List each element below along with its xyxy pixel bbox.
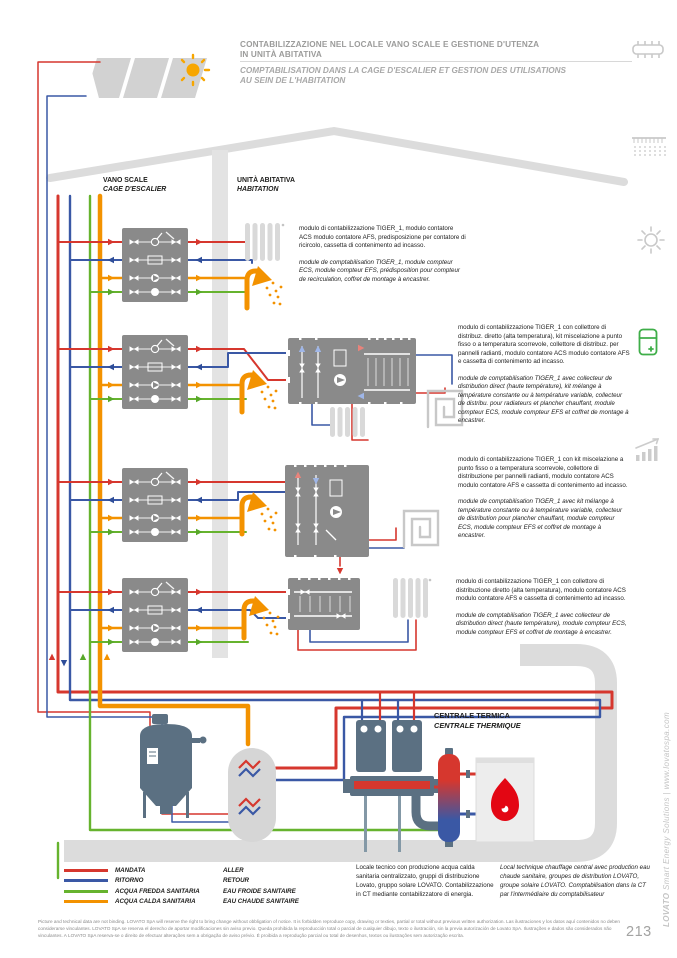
hydraulic-separator (438, 748, 478, 847)
stairwell-divider-wall (212, 150, 228, 658)
note-floor-2: modulo di contabilizzazione TIGER_1 con collettore di distribuz. diretto (alta temperatura), kit miscelazione a punto fisso o a temperatura scorrevole, collettore di distribuz. per pannelli radianti, modulo contatore ACS modulo contatore AFS e cassetta di contenimento ad incasso. module de comptabilisation TIGER_1 avec collecteur de distribution direct (haute température), kit mélange à température constante ou à température variable, collecteur de distribu. pour radiateurs et plancher chauffant, module compteur ECS, module compteur EFS et coffret de montage à encastrer. (458, 324, 630, 425)
note-floor-3: modulo di contabilizzazione TIGER_1 con kit miscelazione a punto fisso o a temperatura scorrevole, collettore di distribuzione per pannelli radianti, modulo contatore ACS modulo contatore AFS e cassetta di contenimento ad incasso. module de comptabilisation TIGER_1 avec kit mélange à température constante ou à température variable, collecteur de distribution pour plancher chauffant, module compteur ECS, module compteur EFS et coffret de montage à encastrer. (458, 456, 628, 540)
meter-module-box (122, 468, 188, 542)
legend-row: MANDATA ALLER (64, 865, 354, 876)
header-divider (240, 61, 632, 62)
meter-module-box (122, 578, 188, 652)
dhw-tank (228, 748, 276, 842)
legend (64, 865, 354, 907)
page-title-it: CONTABILIZZAZIONE NEL LOCALE VANO SCALE E GESTIONE D'UTENZA IN UNITÀ ABITATIVA (240, 40, 540, 60)
solar-storage-tank (140, 714, 207, 818)
floor-4 (122, 574, 431, 652)
energy-meter-icon (638, 328, 660, 358)
meter-module-box (122, 228, 188, 302)
floor-1 (122, 223, 284, 308)
shower-icon (247, 266, 282, 308)
radiator (330, 407, 365, 437)
distribution-manifold-box (286, 334, 416, 408)
side-brand-text: LOVATO Smart Energy Solutions | www.lovatospa.com (662, 711, 671, 927)
page-title-fr: COMPTABILISATION DANS LA CAGE D'ESCALIER ET GESTION DES UTILISATIONS AU SEIN DE L'HABITATION (240, 66, 566, 86)
legend-swatch (64, 900, 108, 903)
legend-swatch (64, 869, 108, 872)
dwelling-label: UNITÀ ABITATIVA HABITATION (237, 177, 295, 194)
plant-note-it: Locale tecnico con produzione acqua calda sanitaria centralizzato, gruppi di distribuzione Lovato, gruppo solare LOVATO. Contabilizzazione in CT mediante contabilizzatore di energia. (356, 864, 494, 898)
shower-icon (242, 492, 277, 534)
note-floor-4: modulo di contabilizzazione TIGER_1 con collettore di distribuzione diretto (alta temperatura), modulo contatore ACS modulo contatore AFS e cassetta di contenimento ad incasso. module de comptabilisation TIGER_1 avec collecteur de distribution direct (haute température), module compteur ECS, module compteur EFS et coffret de montage à encastrer. (456, 578, 627, 636)
floor-heating-icon (630, 130, 668, 158)
floor-heating-coil (428, 391, 462, 427)
note-floor-1: modulo di contabilizzazione TIGER_1, modulo contatore ACS modulo contatore AFS, predisposizione per contatore di ricircolo, cassetta di contenimento ad incasso. module de comptabilisation TIGER_1, module compteur ECS, module compteur EFS, prédisposition pour compteur de recirculation, coffret de montage à encastrer. (299, 225, 466, 283)
floor-2 (122, 334, 462, 437)
stats-icon (634, 438, 666, 462)
sun-margin-icon (636, 225, 666, 255)
plant-note-fr: Local technique chauffage central avec production eau chaude sanitaire, groupes de distribution LOVATO, groupe solaire LOVATO. Comptabilisation dans la CT par l'intermédiaire du comptabilisateur (500, 864, 650, 898)
radiator (245, 223, 284, 261)
legend-row: ACQUA FREDDA SANITARIA EAU FROIDE SANITAIRE (64, 886, 354, 897)
plant-label: CENTRALE TERMICA CENTRALE THERMIQUE (434, 711, 521, 730)
footer-disclaimer: Picture and technical data are not binding. LOVATO SpA will reserve the right to bring change without obbligation of notice. It is forbidden reproduce copy, drawing or texties, partial or total without previous written authorization. Las ilustraciones y los datos aquí contenidos no deben considerarse vinculantes. LOVATO SpA se reserva el derecho de aportar modificaciones sin aviso previo. Queda prohibida la reproducción total o parcial de cualquier dibujo, texto o ilustración, sin la previa autorización de Lovato SpA. Ilustrações e dados são considerados não vinculantes. A LOVATO SpA reserva-se o direito de efectuar alterações sem a obrigação de aviso prévio. É proibida a reprodução parcial ou total de desenhos, textos ou ilustrações sem autorização escrita. (38, 919, 621, 939)
shower-icon (242, 370, 277, 412)
page-number: 213 (626, 924, 652, 940)
manifold-icon (632, 38, 666, 62)
stairwell-label: VANO SCALE CAGE D'ESCALIER (103, 177, 167, 194)
roof (50, 131, 624, 182)
legend-row: ACQUA CALDA SANITARIA EAU CHAUDE SANITAIRE (64, 897, 354, 908)
legend-swatch (64, 879, 108, 882)
floor-3 (122, 461, 438, 574)
legend-row: RITORNO RETOUR (64, 876, 354, 887)
legend-swatch (64, 890, 108, 893)
distribution-groups (356, 720, 422, 772)
boiler (476, 758, 534, 842)
mixing-manifold-box (285, 461, 369, 561)
radiator (393, 578, 431, 618)
floor-heating-coil (404, 511, 438, 547)
meter-module-box (122, 335, 188, 409)
direct-manifold-box (286, 574, 360, 630)
